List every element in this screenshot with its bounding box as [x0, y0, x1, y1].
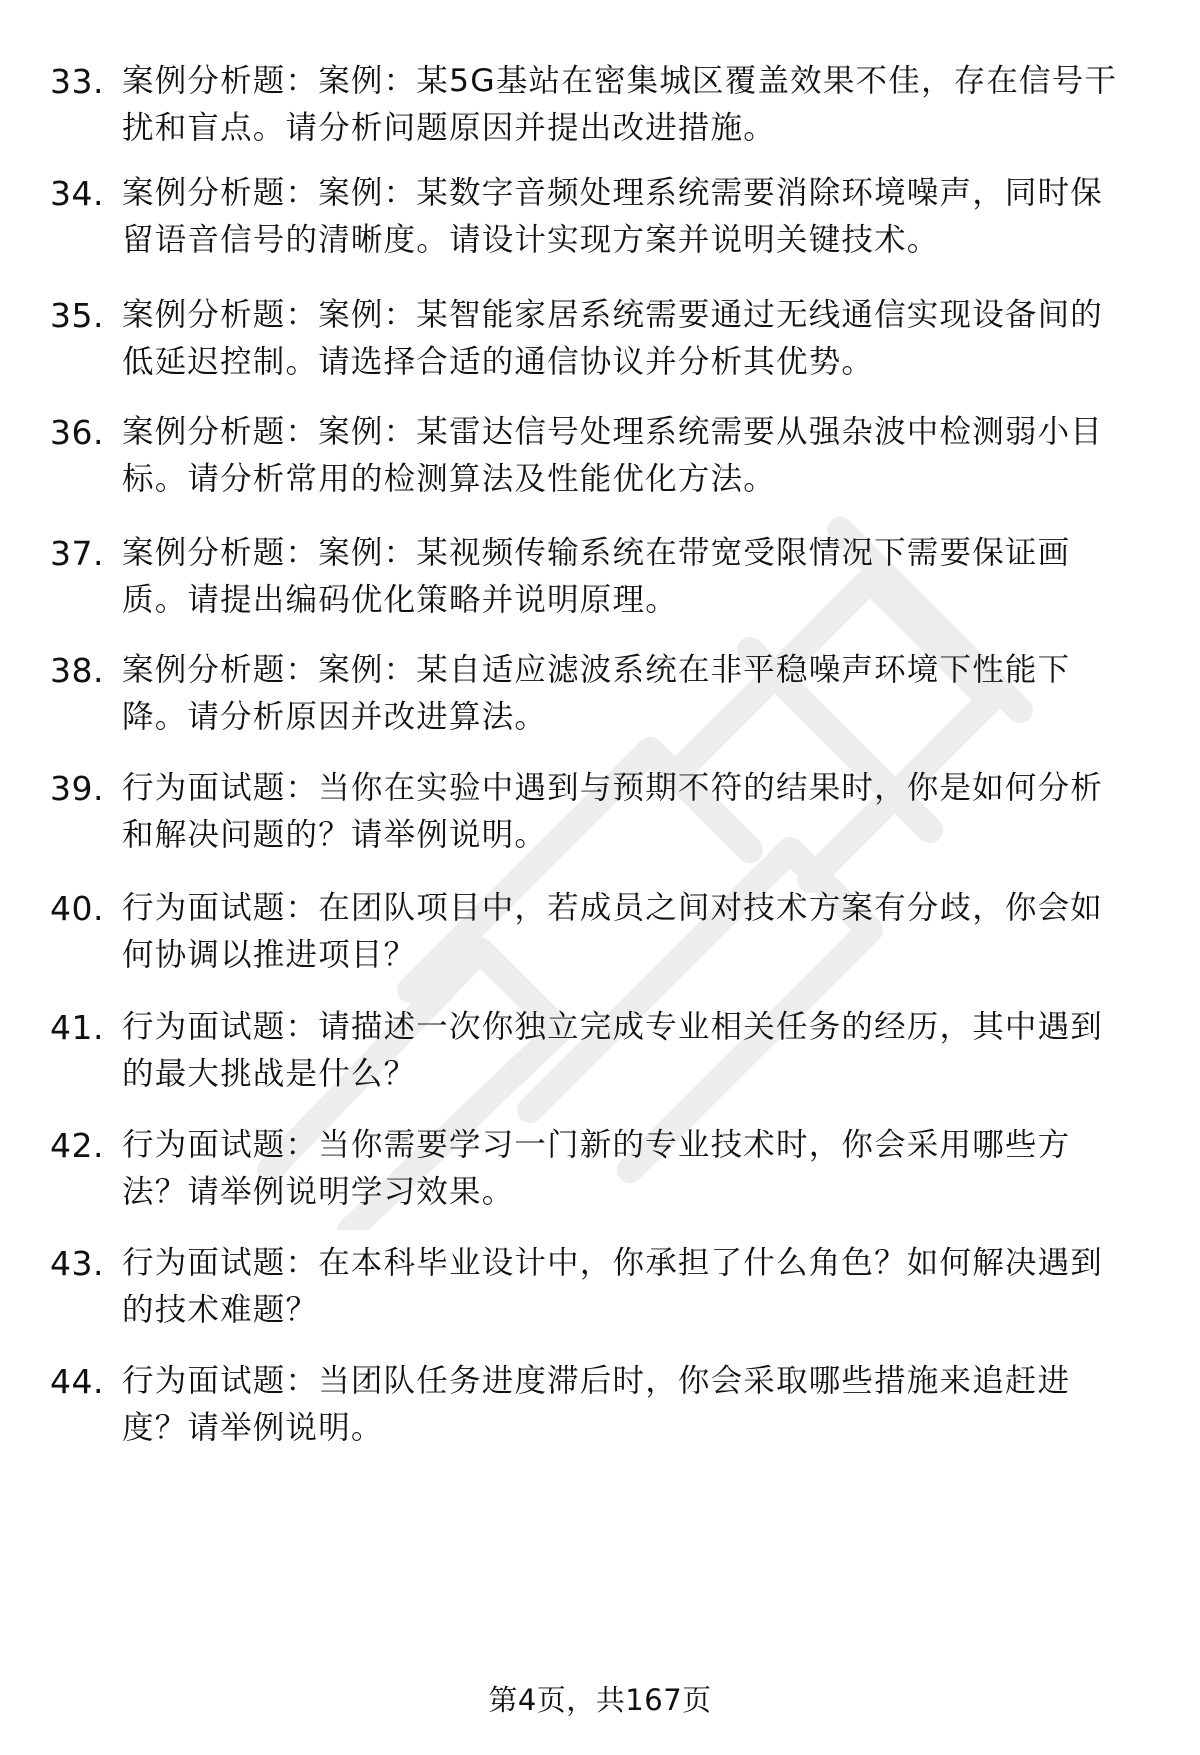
question-text: 案例分析题：案例：某数字音频处理系统需要消除环境噪声，同时保留语音信号的清晰度。请设计实现方案并说明关键技术。: [122, 175, 1104, 258]
question-item: [50, 530, 1160, 630]
question-number: 33.: [50, 62, 104, 101]
question-item: [50, 765, 1160, 865]
question-text: 案例分析题：案例：某5G基站在密集城区覆盖效果不佳，存在信号干扰和盲点。请分析问题原因并提出改进措施。: [122, 63, 1118, 146]
question-text: 案例分析题：案例：某智能家居系统需要通过无线通信实现设备间的低延迟控制。请选择合适的通信协议并分析其优势。: [122, 297, 1104, 380]
question-item: [50, 58, 1160, 158]
question-number: 37.: [50, 534, 104, 573]
question-item: [50, 1122, 1160, 1222]
question-item: [50, 170, 1160, 270]
question-item: [50, 292, 1160, 392]
question-item: [50, 409, 1160, 509]
question-text: 行为面试题：当你需要学习一门新的专业技术时，你会采用哪些方法？请举例说明学习效果。: [122, 1127, 1071, 1210]
question-number: 36.: [50, 413, 104, 452]
page-number-footer: 第4页，共167页: [488, 1683, 712, 1717]
question-item: [50, 885, 1160, 985]
question-text: 行为面试题：当团队任务进度滞后时，你会采取哪些措施来追赶进度？请举例说明。: [122, 1363, 1071, 1446]
question-text: 行为面试题：当你在实验中遇到与预期不符的结果时，你是如何分析和解决问题的？请举例说明。: [122, 770, 1104, 853]
question-item: [50, 647, 1160, 747]
question-item: [50, 1240, 1160, 1340]
question-number: 38.: [50, 651, 104, 690]
question-number: 34.: [50, 174, 104, 213]
question-item: [50, 1004, 1160, 1104]
question-item: [50, 1358, 1160, 1458]
question-number: 44.: [50, 1362, 104, 1401]
question-number: 35.: [50, 296, 104, 335]
question-number: 43.: [50, 1244, 104, 1283]
question-number: 41.: [50, 1008, 104, 1047]
question-text: 行为面试题：在团队项目中，若成员之间对技术方案有分歧，你会如何协调以推进项目？: [122, 890, 1104, 973]
question-number: 42.: [50, 1126, 104, 1165]
question-text: 案例分析题：案例：某视频传输系统在带宽受限情况下需要保证画质。请提出编码优化策略并说明原理。: [122, 535, 1071, 618]
question-text: 行为面试题：请描述一次你独立完成专业相关任务的经历，其中遇到的最大挑战是什么？: [122, 1009, 1104, 1092]
question-number: 40.: [50, 889, 104, 928]
question-number: 39.: [50, 769, 104, 808]
question-text: 案例分析题：案例：某自适应滤波系统在非平稳噪声环境下性能下降。请分析原因并改进算法。: [122, 652, 1071, 735]
question-text: 案例分析题：案例：某雷达信号处理系统需要从强杂波中检测弱小目标。请分析常用的检测算法及性能优化方法。: [122, 414, 1104, 497]
question-text: 行为面试题：在本科毕业设计中，你承担了什么角色？如何解决遇到的技术难题？: [122, 1245, 1104, 1328]
